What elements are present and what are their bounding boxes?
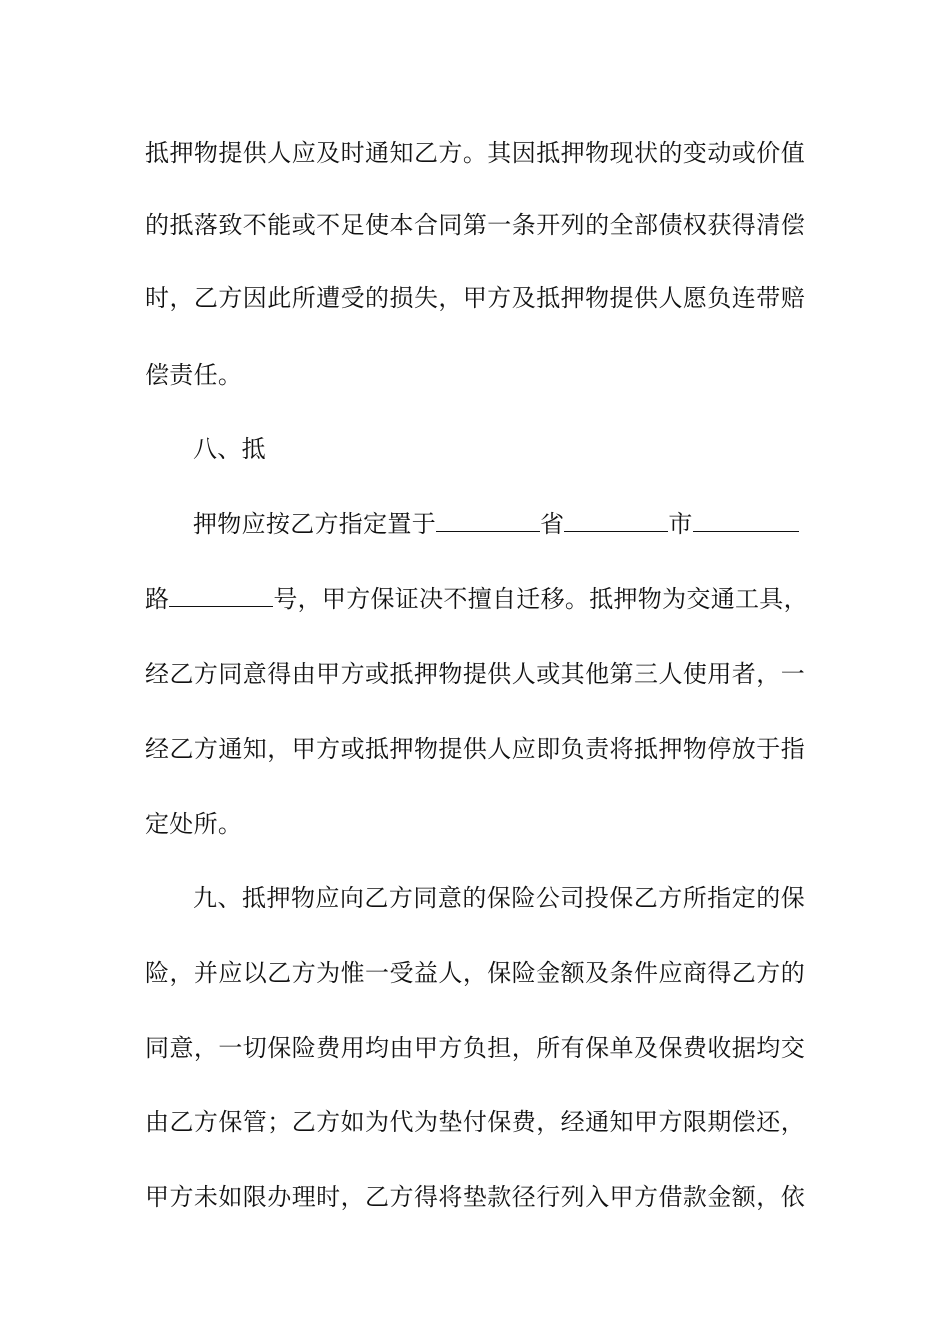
paragraph-line-15: 甲方未如限办理时，乙方得将垫款径行列入甲方借款金额，依 — [145, 1183, 805, 1211]
fill-blank-road — [693, 507, 799, 532]
paragraph-line-8: 经乙方同意得由甲方或抵押物提供人或其他第三人使用者，一 — [145, 660, 805, 688]
paragraph-line-14: 由乙方保管；乙方如为代为垫付保费，经通知甲方限期偿还， — [145, 1108, 805, 1136]
fill-blank-number — [169, 582, 273, 607]
paragraph-line-4: 偿责任。 — [145, 361, 243, 389]
paragraph-line-7 — [145, 579, 808, 619]
section-heading-9: 九、抵押物应向乙方同意的保险公司投保乙方所指定的保 — [193, 884, 805, 912]
text-segment: 路 — [145, 585, 170, 613]
paragraph-line-10: 定处所。 — [145, 810, 243, 838]
section-heading-8: 八、抵 — [193, 435, 266, 463]
paragraph-line-1: 抵押物提供人应及时通知乙方。其因抵押物现状的变动或价值 — [145, 139, 805, 167]
paragraph-line-9: 经乙方通知，甲方或抵押物提供人应即负责将抵押物停放于指 — [145, 735, 805, 763]
text-segment: 号，甲方保证决不擅自迁移。抵押物为交通工具， — [273, 585, 808, 613]
fill-blank-city — [564, 507, 668, 532]
text-segment: 省 — [540, 510, 565, 538]
text-segment: 押物应按乙方指定置于 — [193, 510, 436, 538]
paragraph-line-12: 险，并应以乙方为惟一受益人，保险金额及条件应商得乙方的 — [145, 959, 805, 987]
paragraph-line-13: 同意，一切保险费用均由甲方负担，所有保单及保费收据均交 — [145, 1034, 805, 1062]
fill-blank-province — [436, 507, 540, 532]
paragraph-line-2: 的抵落致不能或不足使本合同第一条开列的全部债权获得清偿 — [145, 211, 805, 239]
paragraph-line-6 — [193, 504, 805, 544]
text-segment: 市 — [668, 510, 693, 538]
paragraph-line-3: 时，乙方因此所遭受的损失，甲方及抵押物提供人愿负连带赔 — [145, 284, 805, 312]
